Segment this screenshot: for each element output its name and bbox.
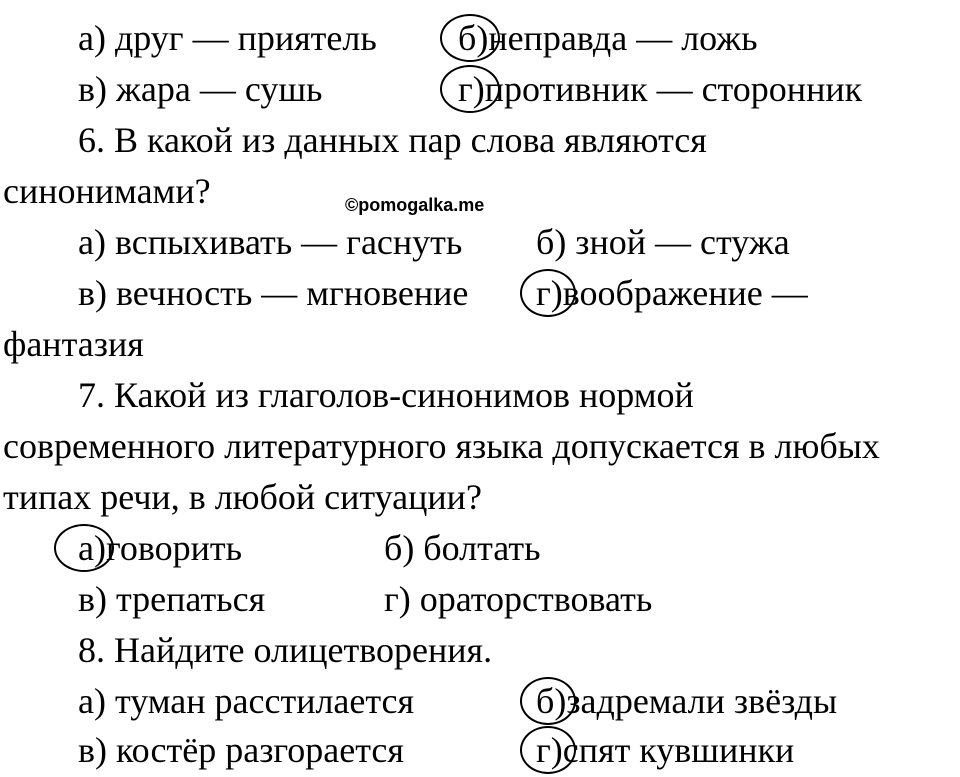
q5-option-g-letter: г) — [458, 69, 485, 109]
q7-option-b: б) болтать — [384, 528, 541, 568]
q5-option-a-text: а) друг — приятель — [78, 18, 377, 58]
q6-option-v: в) вечность — мгновение — [78, 273, 469, 313]
q7-option-a — [78, 528, 242, 568]
q8-option-g-text: спят кувшинки — [562, 730, 795, 770]
q5-option-b — [458, 18, 758, 58]
q7-question-line1: 7. Какой из глаголов-синонимов нормой — [78, 375, 694, 415]
watermark: ©pomogalka.me — [345, 195, 485, 215]
q8-option-b-letter: б) — [536, 681, 567, 721]
q7-question-line2: современного литературного языка допускается в любых — [3, 426, 880, 466]
q6-option-g — [536, 273, 808, 313]
q5-option-a — [78, 18, 377, 58]
q5-option-v — [78, 69, 322, 109]
q5-option-b-letter: б) — [458, 18, 489, 58]
q7-option-g: г) ораторствовать — [384, 579, 653, 619]
q6-option-g-letter: г) — [536, 273, 563, 313]
q8-option-g-letter: г) — [536, 730, 563, 770]
q8-option-b-text: задремали звёзды — [566, 681, 838, 721]
q6-option-b: б) зной — стужа — [536, 222, 790, 262]
q5-option-b-text: неправда — ложь — [488, 18, 758, 58]
q8-option-b — [536, 681, 837, 721]
q6-question-line2: синонимами? — [3, 171, 211, 211]
q6-question-line1: 6. В какой из данных пар слова являются — [78, 120, 707, 160]
q6-option-g-continued: фантазия — [3, 324, 144, 364]
q7-question-line3: типах речи, в любой ситуации? — [3, 477, 482, 517]
q7-option-a-letter: а) — [78, 528, 106, 568]
q8-option-g — [536, 730, 794, 770]
q5-option-g-text: противник — сторонник — [484, 69, 863, 109]
q8-option-v: в) костёр разгорается — [78, 730, 404, 770]
q5-option-g — [458, 69, 862, 109]
q6-option-g-text: воображение — — [562, 273, 808, 313]
q5-option-v-text: в) жара — сушь — [78, 69, 323, 109]
q7-option-v: в) трепаться — [78, 579, 266, 619]
q8-option-a: а) туман расстилается — [78, 681, 415, 721]
q6-option-a: а) вспыхивать — гаснуть — [78, 222, 463, 262]
q8-question: 8. Найдите олицетворения. — [78, 630, 493, 670]
q7-option-a-text: говорить — [105, 528, 243, 568]
